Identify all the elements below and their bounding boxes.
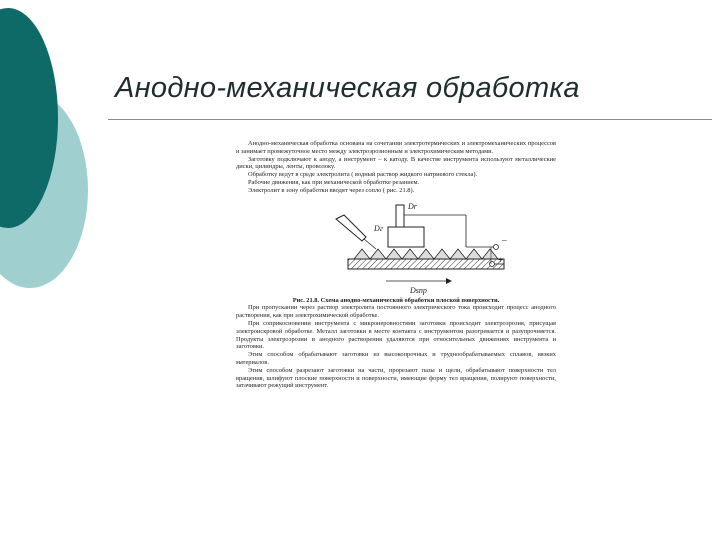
slide-decoration (0, 0, 130, 300)
title-divider (108, 119, 712, 120)
document-page (236, 140, 556, 390)
doc-paragraph: Рабочие движения, как при механической обработке резанием. (248, 178, 420, 186)
label-minus: – (502, 234, 507, 245)
doc-paragraph: Этим способом обрабатывают заготовки из высокопрочных и труднообрабатываемых сплавов, вязких материалов. (236, 351, 556, 366)
doc-paragraph: Электролит в зону обработки вводят через сопло ( рис. 21.8). (248, 186, 415, 194)
nozzle-icon (336, 215, 376, 249)
doc-paragraph: Этим способом разрезают заготовки на части, прорезают пазы и щели, обрабатывают поверхности тел вращения, шлифуют плоские поверхности и поверхности, имеющие форму тел вращения, полируют поверхности, затачивают режущий инструмент. (236, 366, 556, 390)
label-dr: Dr (408, 201, 417, 211)
figure-caption: Рис. 21.8. Схема анодно-механической обработки плоской поверхности. (292, 296, 500, 304)
doc-paragraph: Обработку ведут в среде электролита ( водный раствор жидкого натриевого стекла). (248, 171, 478, 179)
schematic-figure (236, 197, 556, 297)
doc-paragraph: Заготовку подключают к аноду, а инструмент – к катоду. В качестве инструмента используют металлические диски, цилиндры, ленты, проволоку. (236, 155, 556, 171)
doc-paragraph: При соприкосновении инструмента с микронеровностями заготовки происходит электроэрозия, присущая электроискровой обработке. Металл заготовки в месте контакта с инструментом разогревается и разупрочняется. Продукты электроэрозии и анодного растворения удаляются при относительных движениях инструмента и заготовки. (236, 319, 556, 351)
label-dsnp: Dsпр (410, 285, 427, 295)
doc-paragraph: При пропускании через раствор электролита постоянного электрического тока происходит процесс анодного растворения, как при электрохимической обработке. (236, 304, 556, 320)
workpiece-icon (348, 249, 504, 269)
feed-arrow (386, 278, 452, 284)
slide-title: Анодно-механическая обработка (115, 72, 580, 104)
label-dg: Dг (374, 223, 383, 233)
label-plus: + (498, 254, 504, 265)
doc-paragraph: Анодно-механическая обработка основана на сочетании электротермических и электромеханических процессов и занимает промежуточное место между электроэрозионным и электрохимическим методами. (236, 140, 556, 155)
tool-disk-icon (388, 205, 466, 247)
